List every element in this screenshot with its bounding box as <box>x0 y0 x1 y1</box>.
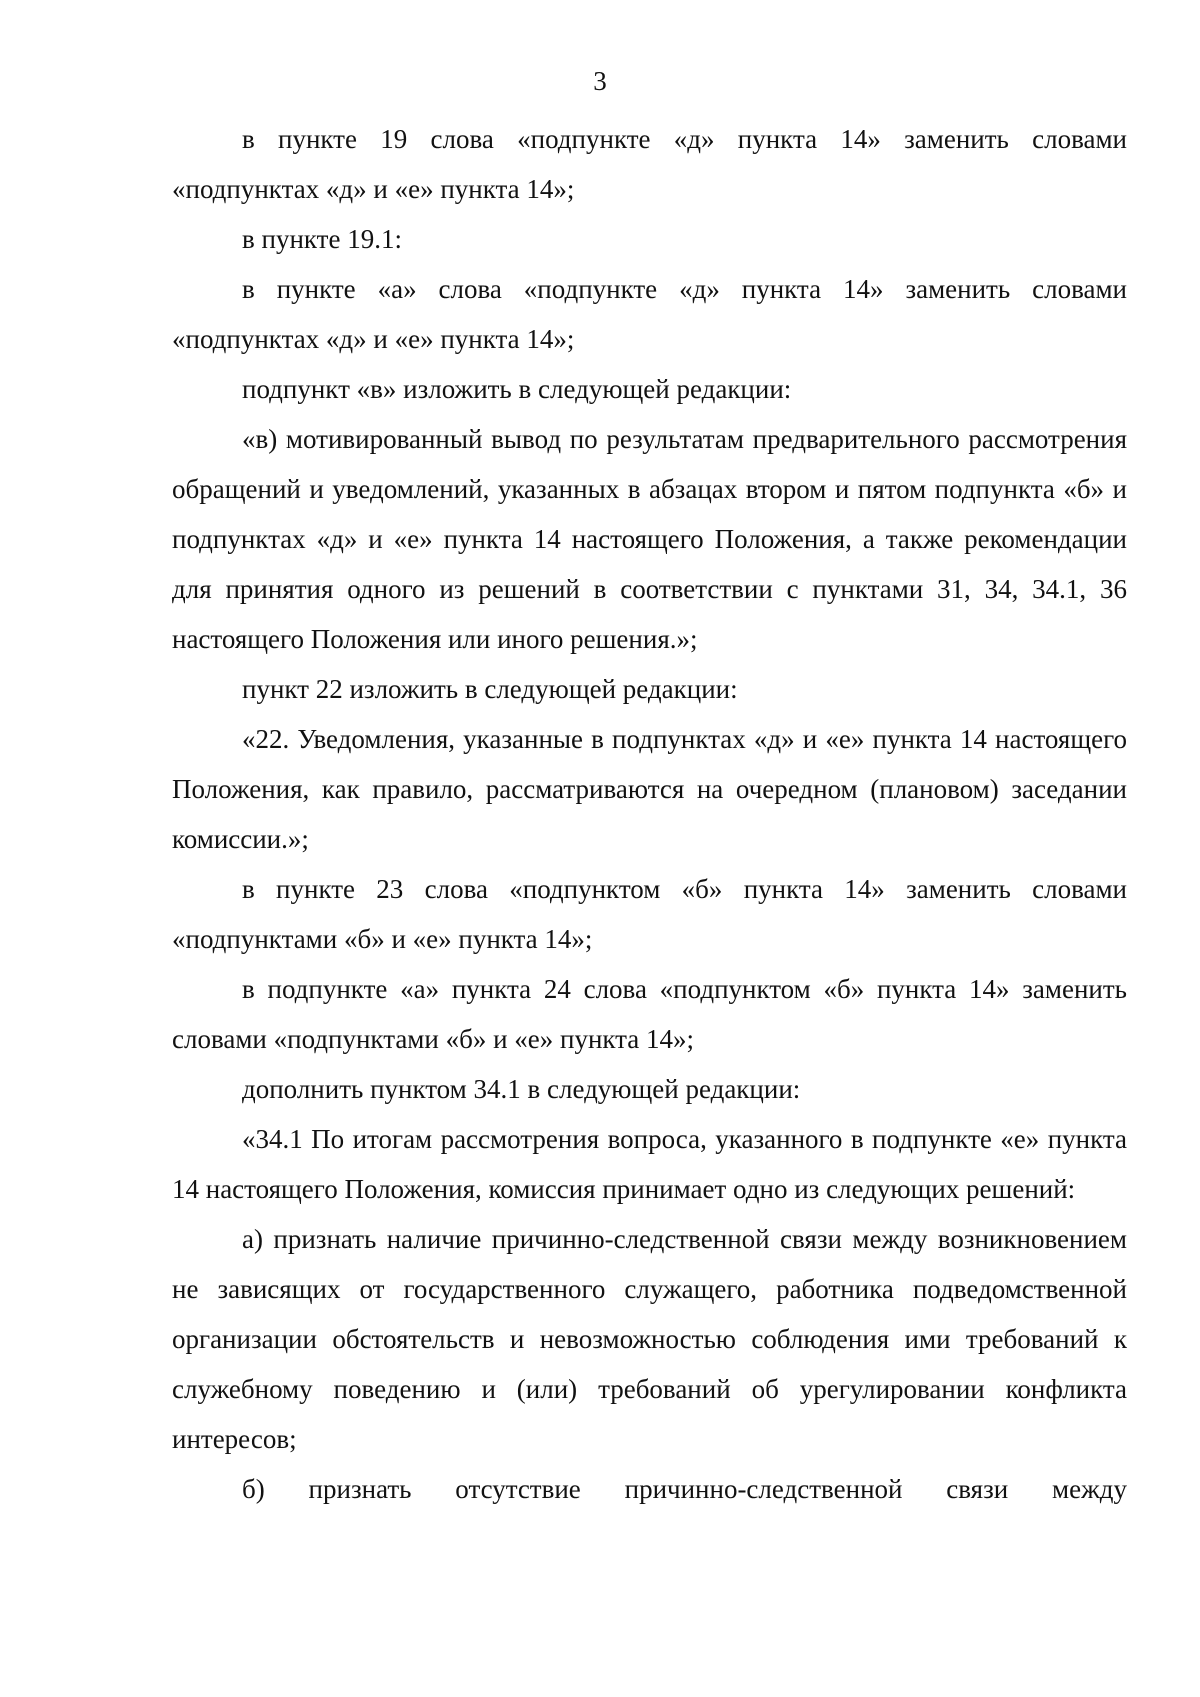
document-body <box>172 114 1127 1514</box>
paragraph: б) признать отсутствие причинно-следственной связи между <box>242 1474 1127 1504</box>
paragraph: «22. Уведомления, указанные в подпунктах «д» и «е» пункта 14 настоящего Положения, как правило, рассматриваются на очередном (плановом) заседании комиссии.»; <box>172 724 1127 854</box>
paragraph: а) признать наличие причинно-следственной связи между возникновением не зависящих от государственного служащего, работника подведомственной организации обстоятельств и невозможностью соблюдения ими требований к служебному поведению и (или) требований об урегулировании конфликта интересов; <box>172 1224 1127 1454</box>
paragraph: «в) мотивированный вывод по результатам предварительного рассмотрения обращений и уведомлений, указанных в абзацах втором и пятом подпункта «б» и подпунктах «д» и «е» пункта 14 настоящего Положения, а также рекомендации для принятия одного из решений в соответствии с пунктами 31, 34, 34.1, 36 настоящего Положения или иного решения.»; <box>172 424 1127 654</box>
paragraph: в пункте 23 слова «подпунктом «б» пункта 14» заменить словами «подпунктами «б» и «е» пункта 14»; <box>172 874 1127 954</box>
paragraph: в пункте 19.1: <box>242 224 402 254</box>
page-number: 3 <box>593 66 607 96</box>
paragraph: дополнить пунктом 34.1 в следующей редакции: <box>242 1074 801 1104</box>
paragraph: в пункте «а» слова «подпункте «д» пункта 14» заменить словами «подпунктах «д» и «е» пункта 14»; <box>172 274 1127 354</box>
paragraph: в пункте 19 слова «подпункте «д» пункта 14» заменить словами «подпунктах «д» и «е» пункта 14»; <box>172 124 1127 204</box>
paragraph: в подпункте «а» пункта 24 слова «подпунктом «б» пункта 14» заменить словами «подпунктами «б» и «е» пункта 14»; <box>172 974 1127 1054</box>
paragraph: пункт 22 изложить в следующей редакции: <box>242 674 738 704</box>
paragraph: подпункт «в» изложить в следующей редакции: <box>242 374 792 404</box>
paragraph: «34.1 По итогам рассмотрения вопроса, указанного в подпункте «е» пункта 14 настоящего Положения, комиссия принимает одно из следующих решений: <box>172 1124 1127 1204</box>
